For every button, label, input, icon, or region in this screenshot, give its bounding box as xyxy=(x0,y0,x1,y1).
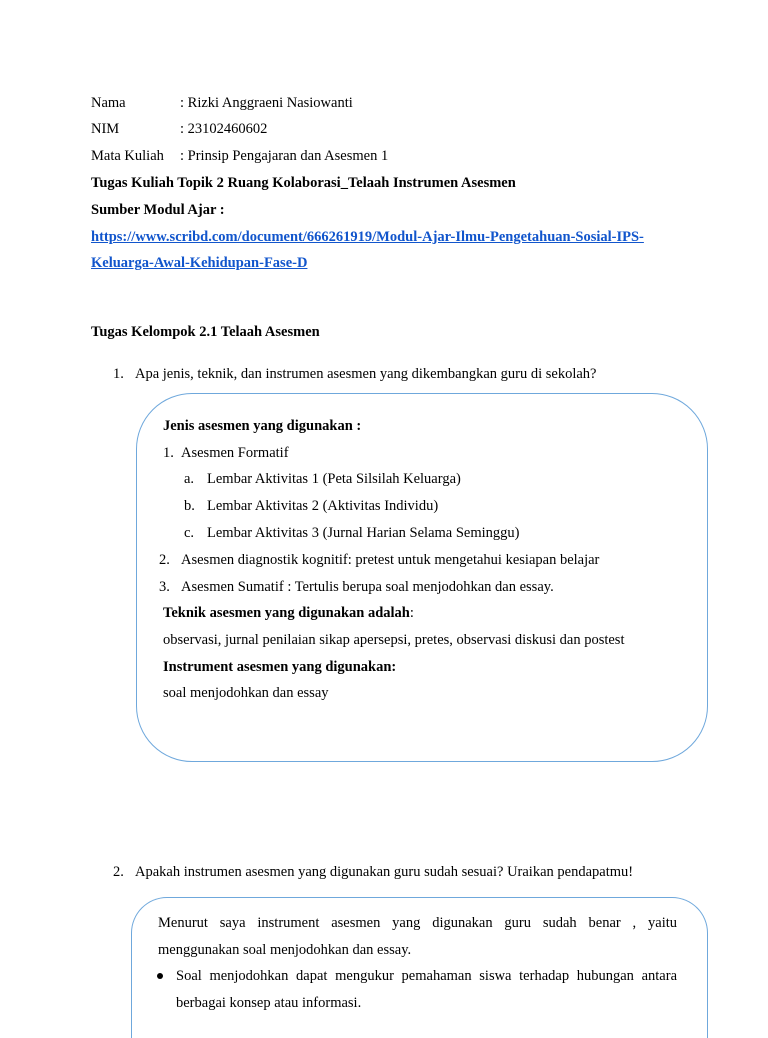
source-label: Sumber Modul Ajar : xyxy=(91,202,225,218)
task-title: Tugas Kuliah Topik 2 Ruang Kolaborasi_Telaah Instrumen Asesmen xyxy=(91,175,516,191)
bullet-icon xyxy=(157,973,163,979)
q2-answer-line2: menggunakan soal menjodohkan dan essay. xyxy=(158,942,412,958)
teknik-text: observasi, jurnal penilaian sikap apersepsi, pretes, observasi diskusi dan postest xyxy=(163,632,625,648)
nim-label: NIM xyxy=(91,121,120,137)
sub-b-text: Lembar Aktivitas 2 (Aktivitas Individu) xyxy=(207,498,439,514)
source-link-line2[interactable]: Keluarga-Awal-Kehidupan-Fase-D xyxy=(91,255,308,271)
q2-answer-line1: Menurut saya instrument asesmen yang digunakan guru sudah benar , yaitu xyxy=(158,915,677,931)
source-link-line1[interactable]: https://www.scribd.com/document/666261919/Modul-Ajar-Ilmu-Pengetahuan-Sosial-IPS- xyxy=(91,229,644,245)
mata-kuliah-value: : Prinsip Pengajaran dan Asesmen 1 xyxy=(180,148,389,164)
jenis-heading: Jenis asesmen yang digunakan : xyxy=(163,418,362,434)
sub-a-letter: a. xyxy=(184,471,195,487)
mata-kuliah-label: Mata Kuliah xyxy=(91,148,164,164)
item2-number: 2. xyxy=(159,552,170,568)
section-title: Tugas Kelompok 2.1 Telaah Asesmen xyxy=(91,324,320,340)
q2-number: 2. xyxy=(113,864,124,880)
item1-text: Asesmen Formatif xyxy=(181,445,289,461)
sub-c-letter: c. xyxy=(184,525,195,541)
nim-value: : 23102460602 xyxy=(180,121,268,137)
sub-c-text: Lembar Aktivitas 3 (Jurnal Harian Selama Seminggu) xyxy=(207,525,520,541)
q1-text: Apa jenis, teknik, dan instrumen asesmen yang dikembangkan guru di sekolah? xyxy=(135,366,597,382)
teknik-heading-line xyxy=(163,604,414,622)
q1-number: 1. xyxy=(113,366,124,382)
q2-text: Apakah instrumen asesmen yang digunakan guru sudah sesuai? Uraikan pendapatmu! xyxy=(135,864,634,880)
instrument-heading: Instrument asesmen yang digunakan: xyxy=(163,659,397,675)
q2-bullet1-line2: berbagai konsep atau informasi. xyxy=(176,995,362,1011)
item2-text: Asesmen diagnostik kognitif: pretest untuk mengetahui kesiapan belajar xyxy=(181,552,600,568)
teknik-colon: : xyxy=(409,605,414,621)
q2-bullet1-line1: Soal menjodohkan dapat mengukur pemahaman siswa terhadap hubungan antara xyxy=(176,968,677,984)
sub-b-letter: b. xyxy=(184,498,195,514)
item1-number: 1. xyxy=(163,445,174,461)
nama-value: : Rizki Anggraeni Nasiowanti xyxy=(180,95,353,111)
item3-text: Asesmen Sumatif : Tertulis berupa soal menjodohkan dan essay. xyxy=(181,579,554,595)
nama-label: Nama xyxy=(91,95,126,111)
sub-a-text: Lembar Aktivitas 1 (Peta Silsilah Keluarga) xyxy=(207,471,461,487)
item3-number: 3. xyxy=(159,579,170,595)
instrument-text: soal menjodohkan dan essay xyxy=(163,685,329,701)
teknik-heading: Teknik asesmen yang digunakan adalah xyxy=(163,605,410,621)
